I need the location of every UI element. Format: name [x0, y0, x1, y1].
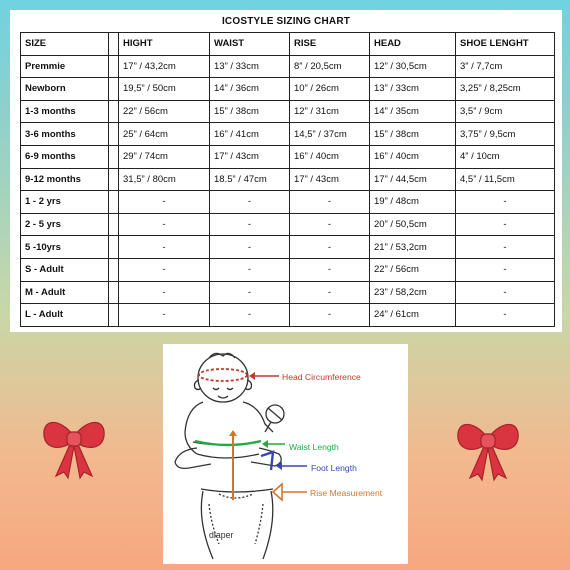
header-spacer [109, 33, 119, 56]
table-row [21, 236, 555, 259]
shoe-cell: - [456, 236, 555, 259]
bow-icon [38, 410, 110, 480]
head-cell: 12” / 30,5cm [370, 55, 456, 78]
spacer-cell [109, 55, 119, 78]
rise-cell: 14,5” / 37cm [290, 123, 370, 146]
rise-cell: 12” / 31cm [290, 100, 370, 123]
head-cell: 16” / 40cm [370, 145, 456, 168]
size-cell: 9-12 months [21, 168, 109, 191]
table-row [21, 55, 555, 78]
spacer-cell [109, 236, 119, 259]
table-row [21, 78, 555, 101]
table-row [21, 123, 555, 146]
head-cell: 15” / 38cm [370, 123, 456, 146]
rise-cell: 17” / 43cm [290, 168, 370, 191]
shoe-cell: 4,5” / 11,5cm [456, 168, 555, 191]
size-cell: 6-9 months [21, 145, 109, 168]
head-cell: 20” / 50,5cm [370, 213, 456, 236]
header-rise: RISE [290, 33, 370, 56]
spacer-cell [109, 304, 119, 327]
table-row [21, 258, 555, 281]
head-circumference-label: Head Circumference [282, 372, 361, 382]
head-cell: 14” / 35cm [370, 100, 456, 123]
rise-cell: 10” / 26cm [290, 78, 370, 101]
shoe-cell: 3,25” / 8,25cm [456, 78, 555, 101]
rise-cell: 16” / 40cm [290, 145, 370, 168]
hight-cell: 29” / 74cm [119, 145, 210, 168]
waist-cell: 13” / 33cm [210, 55, 290, 78]
hight-cell: - [119, 258, 210, 281]
waist-cell: 18.5” / 47cm [210, 168, 290, 191]
rise-cell: - [290, 236, 370, 259]
table-row [21, 168, 555, 191]
size-cell: Newborn [21, 78, 109, 101]
size-cell: L - Adult [21, 304, 109, 327]
header-shoe: SHOE LENGHT [456, 33, 555, 56]
diaper-label: diaper [209, 530, 234, 540]
sizing-chart-sheet [10, 10, 562, 332]
header-waist: WAIST [210, 33, 290, 56]
table-row [21, 145, 555, 168]
table-row [21, 100, 555, 123]
size-cell: 2 - 5 yrs [21, 213, 109, 236]
bow-icon [452, 412, 524, 482]
shoe-cell: - [456, 213, 555, 236]
spacer-cell [109, 145, 119, 168]
spacer-cell [109, 78, 119, 101]
foot-length-label: Foot Length [311, 463, 357, 473]
waist-cell: - [210, 258, 290, 281]
header-hight: HIGHT [119, 33, 210, 56]
shoe-cell: 3” / 7,7cm [456, 55, 555, 78]
head-cell: 21” / 53,2cm [370, 236, 456, 259]
shoe-cell: - [456, 191, 555, 214]
spacer-cell [109, 281, 119, 304]
head-cell: 23” / 58,2cm [370, 281, 456, 304]
hight-cell: 17” / 43,2cm [119, 55, 210, 78]
rise-cell: - [290, 281, 370, 304]
hight-cell: - [119, 191, 210, 214]
shoe-cell: 3,5” / 9cm [456, 100, 555, 123]
hight-cell: 31,5” / 80cm [119, 168, 210, 191]
size-cell: 1 - 2 yrs [21, 191, 109, 214]
hight-cell: - [119, 281, 210, 304]
waist-cell: - [210, 281, 290, 304]
spacer-cell [109, 100, 119, 123]
waist-cell: - [210, 191, 290, 214]
hight-cell: - [119, 304, 210, 327]
size-cell: M - Adult [21, 281, 109, 304]
size-cell: Premmie [21, 55, 109, 78]
table-row [21, 191, 555, 214]
head-cell: 17” / 44,5cm [370, 168, 456, 191]
waist-cell: 15” / 38cm [210, 100, 290, 123]
sizing-table [20, 32, 555, 327]
shoe-cell: - [456, 281, 555, 304]
size-cell: 1-3 months [21, 100, 109, 123]
table-row [21, 281, 555, 304]
spacer-cell [109, 258, 119, 281]
spacer-cell [109, 191, 119, 214]
spacer-cell [109, 168, 119, 191]
size-cell: 5 -10yrs [21, 236, 109, 259]
shoe-cell: 3,75” / 9,5cm [456, 123, 555, 146]
table-row [21, 213, 555, 236]
waist-cell: 14” / 36cm [210, 78, 290, 101]
head-cell: 24” / 61cm [370, 304, 456, 327]
head-cell: 19” / 48cm [370, 191, 456, 214]
waist-cell: 17” / 43cm [210, 145, 290, 168]
rise-cell: - [290, 213, 370, 236]
shoe-cell: - [456, 258, 555, 281]
shoe-cell: 4” / 10cm [456, 145, 555, 168]
table-header-row [21, 33, 555, 56]
waist-cell: 16” / 41cm [210, 123, 290, 146]
hight-cell: 22” / 56cm [119, 100, 210, 123]
spacer-cell [109, 213, 119, 236]
size-cell: 3-6 months [21, 123, 109, 146]
waist-length-label: Waist Length [289, 442, 339, 452]
spacer-cell [109, 123, 119, 146]
hight-cell: - [119, 236, 210, 259]
rise-cell: - [290, 258, 370, 281]
hight-cell: 19,5” / 50cm [119, 78, 210, 101]
rise-measurement-label: Rise Measurement [310, 488, 383, 498]
hight-cell: 25” / 64cm [119, 123, 210, 146]
waist-cell: - [210, 304, 290, 327]
rise-cell: - [290, 304, 370, 327]
hight-cell: - [119, 213, 210, 236]
size-cell: S - Adult [21, 258, 109, 281]
rise-cell: - [290, 191, 370, 214]
chart-title: ICOSTYLE SIZING CHART [221, 16, 351, 27]
table-body [21, 55, 555, 326]
table-row [21, 304, 555, 327]
waist-cell: - [210, 213, 290, 236]
waist-cell: - [210, 236, 290, 259]
shoe-cell: - [456, 304, 555, 327]
head-cell: 13” / 33cm [370, 78, 456, 101]
header-size: SIZE [21, 33, 109, 56]
measurement-diagram [163, 344, 408, 564]
head-cell: 22” / 56cm [370, 258, 456, 281]
header-head: HEAD [370, 33, 456, 56]
rise-cell: 8” / 20,5cm [290, 55, 370, 78]
